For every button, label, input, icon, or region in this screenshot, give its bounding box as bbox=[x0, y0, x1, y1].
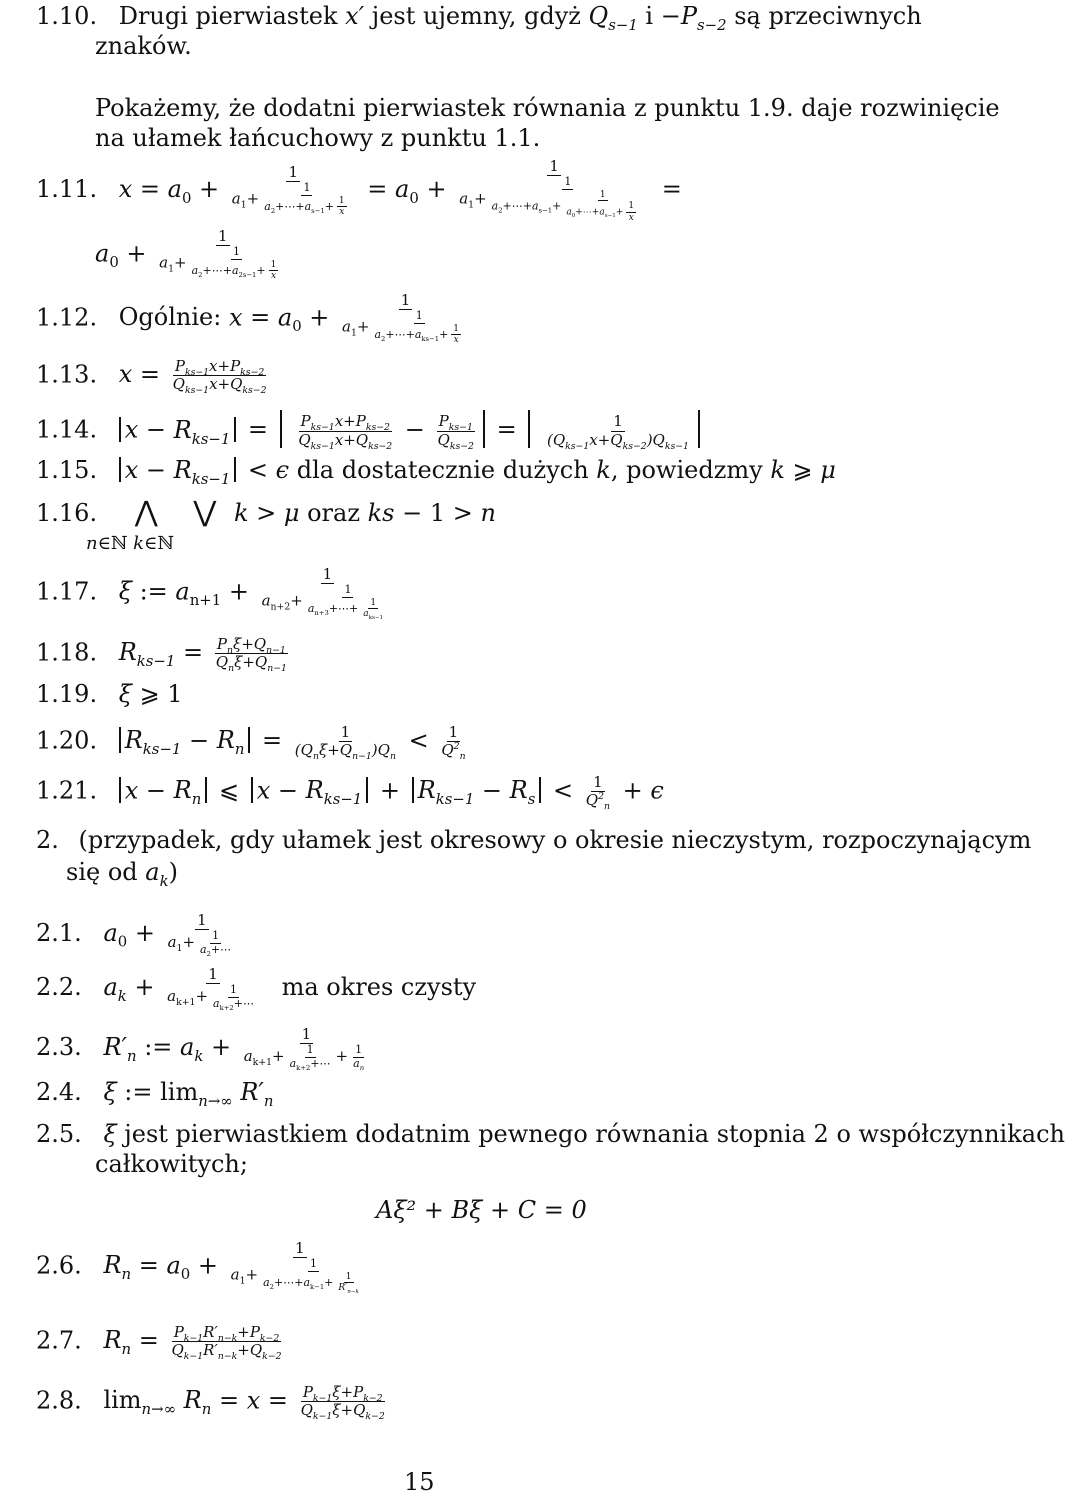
intro-para-2: na ułamek łańcuchowy z punktu 1.1. bbox=[95, 124, 541, 152]
label-1-21: 1.21. bbox=[36, 776, 98, 805]
item-1-21: 1.21. $x - R_n$ ⩽ $x - R_{ks-1} + R_{ks-1} - R_s$ < $\frac{1}{Q^2_n}$ + ϵ bbox=[36, 773, 664, 813]
item-2-7: 2.7. $R_n$ = $\frac{P_{k-1}R'_{n-k}+P_{k-2}}{Q_{k-1}R'_{n-k}+Q_{k-2}}$ bbox=[36, 1323, 282, 1363]
s25-line-2: całkowitych; bbox=[95, 1150, 248, 1178]
intro-line-2: znaków. bbox=[95, 32, 192, 60]
s25-line-1: jest pierwiastkiem dodatnim pewnego równania stopnia 2 o współczynnikach bbox=[124, 1120, 1065, 1148]
item-1-17: 1.17. ξ := $a_{n+1}$ + 1 $a_{n+2}+$ 1 $a_{n+3}+\cdots+$ 1 $a_{ks-1}$ bbox=[36, 565, 384, 622]
item-1-11: 1.11. $x = a_0$ + 1 $a_1+$ 1 $a_2+\cdots+a_{s-1}+$ $\frac{1}{x}$ = $a_0$ + 1 $a_1+$ 1 $a_2+\cdots+a_{s-1}+$ 1 $a_0+\cdots+a_{s-1}+$ $\frac{1}{x}$ = bbox=[36, 157, 682, 223]
intro-text-c: są przeciwnych bbox=[734, 2, 922, 30]
item-1-12: 1.12. Ogólnie: $x = a_0$ + 1 $a_1+$ 1 $a_2+\cdots+a_{ks-1}+$ $\frac{1}{x}$ bbox=[36, 291, 460, 346]
label-1-15: 1.15. bbox=[36, 456, 98, 484]
label-2-1: 2.1. bbox=[36, 918, 82, 947]
section-2 bbox=[36, 826, 1031, 854]
item-1-10: 1.10. Drugi pierwiastek x′ jest ujemny, gdyż $Q_{s-1}$ $i -P_{s-2}$ są przeciwnych bbox=[36, 2, 922, 34]
label-2-3: 2.3. bbox=[36, 1032, 82, 1061]
text-lim-2: lim bbox=[103, 1386, 142, 1415]
text-oraz: oraz bbox=[307, 499, 360, 527]
item-1-16: 1.16. ⋀ ⋁ k > μ oraz ks − 1 > n bbox=[36, 495, 496, 528]
item-1-20: 1.20. $R_{ks-1} - R_n$ = 1 $(Q_n\xi+Q_{n-1})Q_n$ < $\frac{1}{Q^2_n}$ bbox=[36, 723, 466, 763]
label-1-12: 1.12. bbox=[36, 303, 98, 332]
item-1-13: 1.13. x = $P_{ks-1}x+P_{ks-2}$ $Q_{ks-1}x+Q_{ks-2}$ bbox=[36, 357, 267, 397]
item-1-11-cont: $a_0$ + 1 $a_1+$ 1 $a_2+\cdots+a_{2s-1}+$ $\frac{1}{x}$ bbox=[95, 227, 277, 282]
label-1-16: 1.16. bbox=[36, 499, 98, 527]
label-1-20: 1.20. bbox=[36, 726, 98, 755]
equation-quadratic: Aξ² + Bξ + C = 0 bbox=[376, 1196, 587, 1224]
intro-text-a: Drugi pierwiastek bbox=[118, 2, 338, 30]
label-1-13: 1.13. bbox=[36, 360, 98, 389]
label-2: 2. bbox=[36, 826, 59, 854]
label-2-4: 2.4. bbox=[36, 1078, 82, 1106]
item-2-8: 2.8. $\lim_{n\to\infty} R_n = x$ = $\frac{P_{k-1}\xi+P_{k-2}}{Q_{k-1}\xi+Q_{k-2}}$ bbox=[36, 1383, 385, 1423]
text-powiedzmy: powiedzmy bbox=[626, 456, 763, 484]
label-1-10: 1.10. bbox=[36, 2, 98, 30]
label-1-14: 1.14. bbox=[36, 415, 98, 444]
label-1-11: 1.11. bbox=[36, 174, 98, 203]
item-2-2: 2.2. $a_k$ + 1 $a_{k+1}+$ $\frac{1}{a_{k+2}+\cdots}$ ma okres czysty bbox=[36, 965, 477, 1013]
text-ogolnie: Ogólnie: bbox=[118, 303, 222, 332]
label-2-7: 2.7. bbox=[36, 1326, 82, 1355]
label-2-2: 2.2. bbox=[36, 972, 82, 1001]
item-1-15: 1.15. $x - R_{ks-1} < \epsilon$ dla dostatecznie dużych k, powiedzmy k ⩾ μ bbox=[36, 456, 836, 488]
label-1-19: 1.19. bbox=[36, 680, 98, 708]
label-2-6: 2.6. bbox=[36, 1251, 82, 1280]
item-2-5: 2.5. ξ jest pierwiastkiem dodatnim pewnego równania stopnia 2 o współczynnikach bbox=[36, 1120, 1065, 1148]
item-1-14: 1.14. $x - R_{ks-1}$ = $P_{ks-1}x+P_{ks-2}$ $Q_{ks-1}x+Q_{ks-2}$ − $P_{ks-1}$ $Q_{ks-2}$ = 1 $(Q_{ks-1}x+Q_{ks-2})Q_{ks-1}$ bbox=[36, 410, 704, 449]
item-2-4: 2.4. ξ := $\lim_{n\to\infty} R'_n$ bbox=[36, 1078, 274, 1110]
page-number: 15 bbox=[404, 1468, 435, 1496]
intro-text-b: jest ujemny, gdyż bbox=[371, 2, 581, 30]
item-2-1: 2.1. $a_0$ + 1 $a_1+$ $\frac{1}{a_2+\cdots}$ bbox=[36, 911, 232, 959]
section-2-line-1: (przypadek, gdy ułamek jest okresowy o okresie nieczystym, rozpoczynającym bbox=[78, 826, 1032, 854]
text-dla-dostatecznie: dla dostatecznie dużych bbox=[296, 456, 589, 484]
section-2-line-2: się od $a_k$) bbox=[66, 858, 178, 890]
item-1-16-subscripts: n∈ℕ k∈ℕ bbox=[86, 533, 174, 554]
section-2-text: się od bbox=[66, 858, 138, 886]
item-2-3: 2.3. $R'_n$ := $a_k$ + 1 $a_{k+1}+$ $\frac{1}{a_{k+2}+\cdots}$ + $\frac{1}{a_n}$ bbox=[36, 1025, 365, 1073]
label-1-17: 1.17. bbox=[36, 577, 98, 606]
label-2-8: 2.8. bbox=[36, 1386, 82, 1415]
item-1-18: 1.18. $R_{ks-1}$ = $P_n\xi+Q_{n-1}$ $Q_n\xi+Q_{n-1}$ bbox=[36, 635, 287, 675]
label-1-18: 1.18. bbox=[36, 638, 98, 667]
item-1-19: 1.19. ξ ⩾ 1 bbox=[36, 680, 183, 708]
item-2-6: 2.6. $R_n = a_0$ + 1 $a_1+$ 1 $a_2+\cdots+a_{k-1}+$ $\frac{1}{R'_{n-k}}$ bbox=[36, 1239, 359, 1296]
text-lim-1: lim bbox=[160, 1078, 199, 1106]
intro-para-1: Pokażemy, że dodatni pierwiastek równania z punktu 1.9. daje rozwinięcie bbox=[95, 94, 1000, 122]
text-ma-okres: ma okres czysty bbox=[281, 972, 477, 1001]
label-2-5: 2.5. bbox=[36, 1120, 82, 1148]
